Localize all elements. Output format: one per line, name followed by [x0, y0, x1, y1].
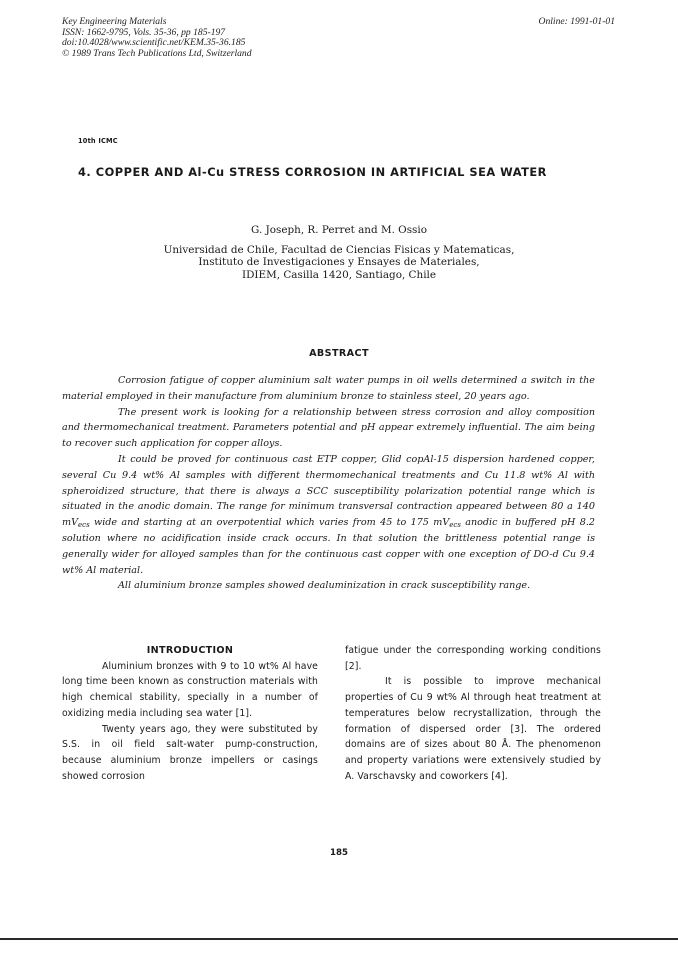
abstract-p3-part-a: It could be proved for continuous cast ETP copper, Glid copAl-15 dispersion hardened copper, several Cu 9.4 wt% Al samples with different thermomechanical treatments and Cu 11.8 wt% Al with spheroidized structure, that there is always a SCC susceptibility polarization potential range which is situated in the anodic domain. The range for minimum transversal contraction appeared between 80 a 140 mV	[62, 453, 595, 529]
author-names: G. Joseph, R. Perret and M. Ossio	[251, 224, 427, 236]
affiliation-line-2: Instituto de Investigaciones y Ensayes de Materiales,	[198, 256, 480, 269]
page-number: 185	[330, 848, 348, 858]
intro-right-paragraph-2: It is possible to improve mechanical properties of Cu 9 wt% Al through heat treatment at temperatures below recrystallization, through the formation of dispersed order [3]. The ordered domains are of sizes about 80 Å. The phenomenon and property variations were extensively studied by A. Varschavsky and coworkers [4].	[345, 676, 601, 782]
abstract-p3-part-b: wide and starting at an overpotential which varies from 45 to 175 mV	[89, 517, 450, 529]
abstract-p3-part-c: anodic in buffered pH 8.2 solution where no acidification inside crack occurs. In that solution the brittleness potential range is generally wider for alloyed samples than for the continuous cast copper with one exception of DO-d Cu 9.4 wt% Al material.	[62, 517, 595, 576]
abstract-paragraph-1: Corrosion fatigue of copper aluminium salt water pumps in oil wells determined a switch in the material employed in their manufacture from aluminium bronze to stainless steel, 20 years ago.	[62, 375, 595, 402]
journal-doi: doi:10.4028/www.scientific.net/KEM.35-36.185	[62, 37, 246, 49]
online-date: Online: 1991-01-01	[538, 16, 615, 27]
author-block	[0, 224, 678, 281]
intro-left-paragraph-1: Aluminium bronzes with 9 to 10 wt% Al have long time been known as construction materials with high chemical stability, specially in a number of oxidizing media including sea water [1].	[62, 660, 318, 719]
intro-right-paragraph-1: fatigue under the corresponding working conditions [2].	[345, 645, 601, 672]
abstract-paragraph-4: All aluminium bronze samples showed dealuminization in crack susceptibility range.	[118, 580, 531, 592]
abstract-paragraph-3	[62, 452, 595, 578]
ecs-subscript-2: ecs	[449, 521, 461, 530]
journal-name: Key Engineering Materials	[62, 16, 167, 27]
journal-issn: ISSN: 1662-9795, Vols. 35-36, pp 185-197	[62, 26, 226, 38]
intro-left-paragraph-2: Twenty years ago, they were substituted by S.S. in oil field salt-water pump-construction, because aluminium bronze impellers or casings showed corrosion	[62, 723, 318, 782]
conference-label: 10th ICMC	[78, 137, 118, 145]
introduction-heading: INTRODUCTION	[146, 645, 234, 656]
ecs-subscript-1: ecs	[78, 521, 90, 530]
abstract-heading: ABSTRACT	[309, 348, 369, 359]
body-column-left	[62, 643, 318, 784]
affiliation-line-1: Universidad de Chile, Facultad de Ciencias Fisicas y Matematicas,	[163, 243, 515, 256]
bottom-divider	[0, 938, 678, 940]
body-column-right	[345, 643, 601, 784]
abstract-paragraph-2: The present work is looking for a relationship between stress corrosion and alloy composition and thermomechanical treatment. Parameters potential and pH appear extremely influential. The aim being to recover such application for copper alloys.	[62, 406, 595, 450]
paper-title: 4. COPPER AND Al-Cu STRESS CORROSION IN ARTIFICIAL SEA WATER	[78, 165, 547, 179]
journal-copyright: © 1989 Trans Tech Publications Ltd, Switzerland	[62, 47, 252, 59]
affiliation-line-3: IDIEM, Casilla 1420, Santiago, Chile	[241, 268, 436, 281]
abstract-body	[62, 373, 595, 594]
journal-header	[62, 17, 252, 59]
